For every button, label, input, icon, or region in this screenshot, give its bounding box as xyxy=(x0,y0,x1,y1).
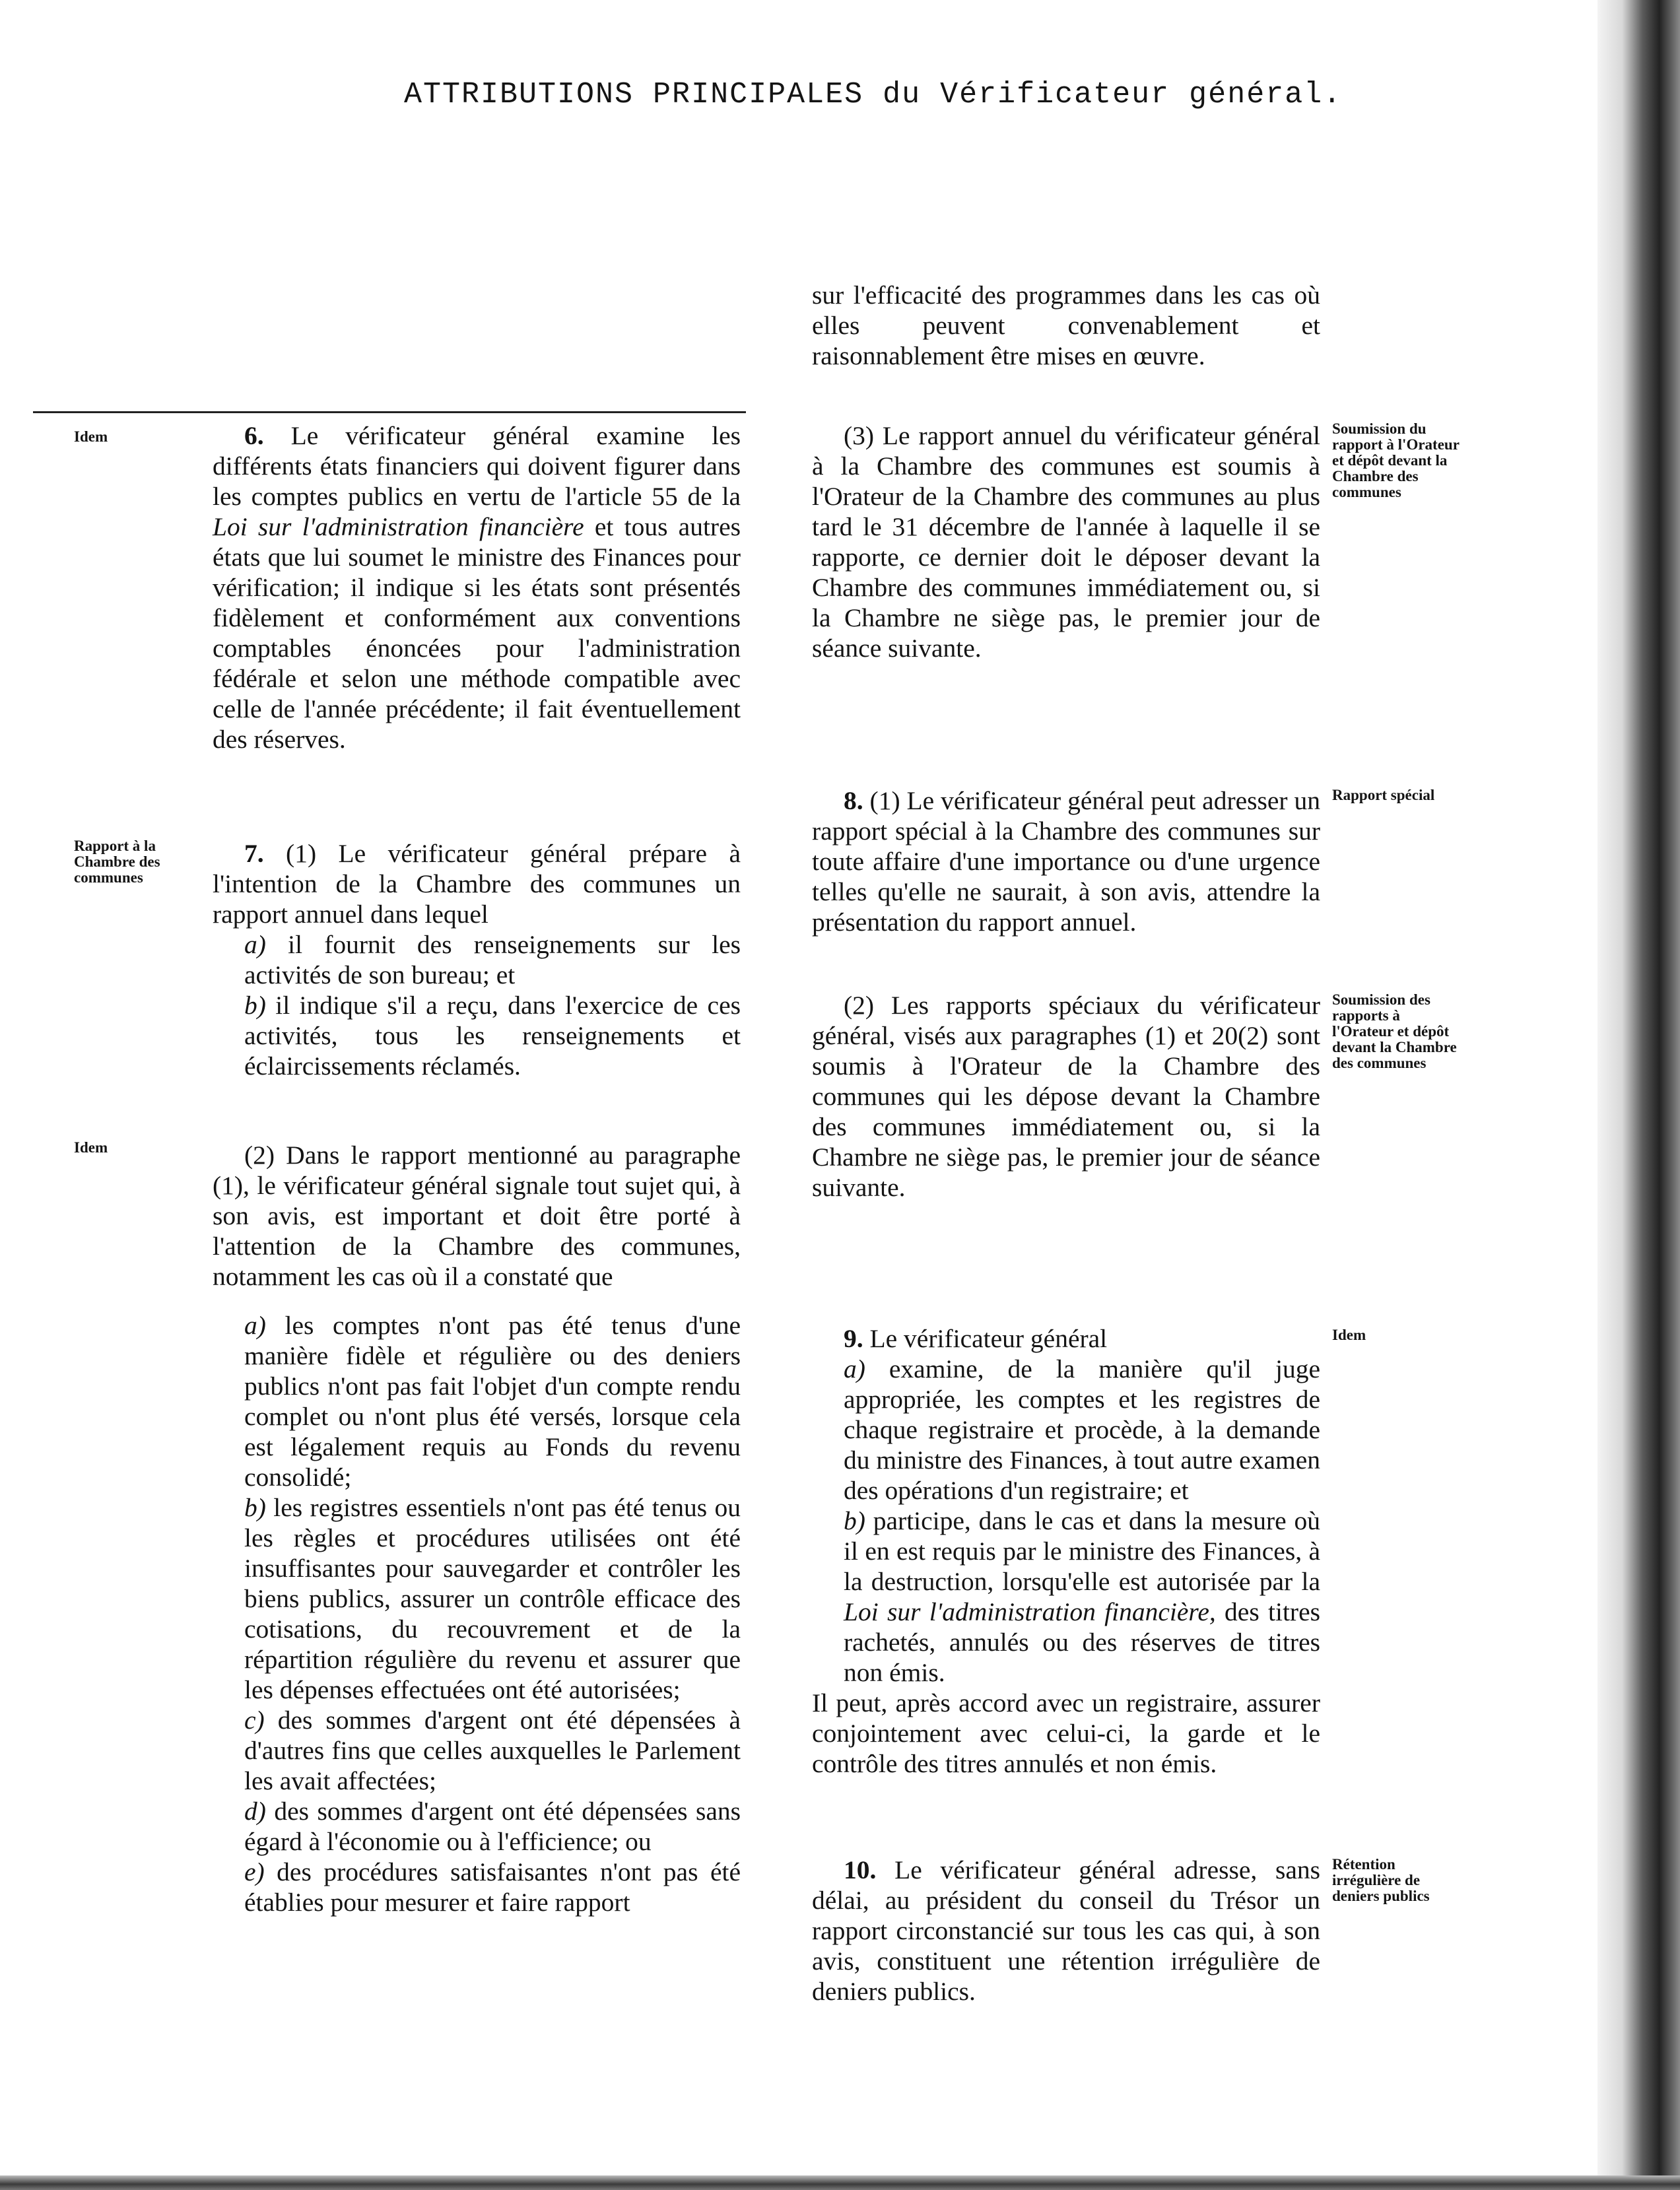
paragraph xyxy=(812,785,1320,937)
item-text: participe, dans le cas et dans la mesure où il en est requis par le ministre des Finances, à la destruction, lorsqu'elle est autorisée par la xyxy=(844,1506,1320,1596)
item-letter: a) xyxy=(844,1354,865,1383)
paragraph-text: (3) Le rapport annuel du vérificateur général à la Chambre des communes est soumis à l'Orateur de la Chambre des communes au plus tard le 31 décembre de l'année à laquelle il se rapporte, ce dernier doit le déposer devant la Chambre des communes immédiatement ou, si la Chambre ne siège pas, le premier jour de séance suivante. xyxy=(812,421,1320,663)
italic-reference: Loi sur l'administration financière xyxy=(213,512,584,541)
item-text: des sommes d'argent ont été dépensées à d'autres fins que celles auxquelles le Parlement les avait affectées; xyxy=(244,1706,741,1795)
paragraph-text: (2) Les rapports spéciaux du vérificateur général, visés aux paragraphes (1) et 20(2) sont soumis à l'Orateur de la Chambre des communes qui les dépose devant la Chambre des communes immédiatement ou, si la Chambre ne siège pas, le premier jour de séance suivante. xyxy=(812,991,1320,1202)
scan-edge-bottom xyxy=(0,2175,1680,2190)
margin-note-rapport-special: Rapport spécial xyxy=(1332,787,1435,803)
section-7-2 xyxy=(213,1140,741,1917)
section-number: 8. xyxy=(844,786,863,815)
paragraph-text: Il peut, après accord avec un registraire, assurer conjointement avec celui-ci, la garde et le contrôle des titres annulés et non émis. xyxy=(812,1688,1320,1778)
item-text: il fournit des renseignements sur les activités de son bureau; et xyxy=(244,930,741,989)
list-item xyxy=(812,1354,1320,1506)
page-header: ATTRIBUTIONS PRINCIPALES du Vérificateur général. xyxy=(404,78,1343,112)
paragraph-text: Le vérificateur général xyxy=(863,1324,1108,1353)
paragraph-text: Le vérificateur général examine les différents états financiers qui doivent figurer dans les comptes publics en vertu de l'article 55 de la xyxy=(213,421,741,511)
section-10 xyxy=(812,1855,1320,2007)
item-text: les comptes n'ont pas été tenus d'une manière fidèle et régulière ou des deniers publics n'ont pas fait l'objet d'un compte rendu complet ou n'ont plus été versés, lorsque cela est légalement requis au Fonds du revenu consolidé; xyxy=(244,1311,741,1492)
section-9 xyxy=(812,1323,1320,1779)
paragraph-text: (2) Dans le rapport mentionné au paragraphe (1), le vérificateur général signale tout sujet qui, à son avis, est important et doit être porté à l'attention de la Chambre des communes, notamment les cas où il a constaté que xyxy=(213,1141,741,1291)
section-8-2 xyxy=(812,990,1320,1203)
paragraph xyxy=(812,1688,1320,1779)
paragraph xyxy=(213,838,741,929)
section-7-1 xyxy=(213,838,741,1081)
item-letter: a) xyxy=(244,930,266,959)
section-8-1 xyxy=(812,785,1320,937)
margin-note-idem-7-2: Idem xyxy=(74,1139,108,1156)
section-number: 7. xyxy=(244,839,264,868)
item-text: les registres essentiels n'ont pas été tenus ou les règles et procédures utilisées ont été insuffisantes pour sauvegarder et contrôler les biens publics, assurer un contrôle efficace des cotisations, du recouvrement et de la répartition régulière du revenu et assurer que les dépenses effectuées ont été autorisées; xyxy=(244,1493,741,1704)
margin-note-idem-6: Idem xyxy=(74,428,108,445)
margin-note-rapport-chambre: Rapport à la Chambre des communes xyxy=(74,838,160,886)
paragraph-text: (1) Le vérificateur général prépare à l'intention de la Chambre des communes un rapport annuel dans lequel xyxy=(213,839,741,929)
scan-edge-right xyxy=(1597,0,1680,2190)
margin-note-retention: Rétention irrégulière de deniers publics xyxy=(1332,1856,1430,1904)
item-letter: c) xyxy=(244,1706,265,1735)
item-text: des titres rachetés, annulés ou des réserves de titres non émis. xyxy=(844,1597,1320,1687)
section-7-3 xyxy=(812,420,1320,663)
paragraph xyxy=(812,1855,1320,2007)
list-item xyxy=(213,1796,741,1857)
item-text: des procédures satisfaisantes n'ont pas été établies pour mesurer et faire rapport xyxy=(244,1857,741,1917)
section-divider xyxy=(33,411,746,413)
list-item xyxy=(213,1857,741,1917)
margin-note-idem-9: Idem xyxy=(1332,1327,1366,1343)
list-item xyxy=(812,1506,1320,1688)
item-letter: b) xyxy=(844,1506,865,1535)
list-item xyxy=(213,1705,741,1796)
margin-note-soumission-rapports: Soumission des rapports à l'Orateur et dépôt devant la Chambre des communes xyxy=(1332,991,1457,1071)
paragraph xyxy=(213,1140,741,1292)
section-number: 6. xyxy=(244,421,264,450)
section-6 xyxy=(213,420,741,754)
list-item xyxy=(213,990,741,1081)
item-text: des sommes d'argent ont été dépensées sans égard à l'économie ou à l'efficience; ou xyxy=(244,1797,741,1856)
item-letter: e) xyxy=(244,1857,265,1886)
item-text: examine, de la manière qu'il juge appropriée, les comptes et les registres de chaque registraire et procède, à la demande du ministre des Finances, à tout autre examen des opérations d'un registraire; et xyxy=(844,1354,1320,1505)
list-item xyxy=(213,1492,741,1705)
item-letter: a) xyxy=(244,1311,266,1340)
paragraph-text: sur l'efficacité des programmes dans les cas où elles peuvent convenablement et raisonnablement être mises en œuvre. xyxy=(812,281,1320,370)
item-letter: b) xyxy=(244,1493,266,1522)
section-number: 9. xyxy=(844,1324,863,1353)
paragraph-text: et tous autres états que lui soumet le ministre des Finances pour vérification; il indique si les états sont présentés fidèlement et conformément aux conventions comptables énoncées pour l'administration fédérale et selon une méthode compatible avec celle de l'année précédente; il fait éventuellement des réserves. xyxy=(213,512,741,754)
section-number: 10. xyxy=(844,1855,877,1884)
margin-note-soumission-rapport: Soumission du rapport à l'Orateur et dépôt devant la Chambre des communes xyxy=(1332,420,1460,500)
list-item xyxy=(213,929,741,990)
italic-reference: Loi sur l'administration financière, xyxy=(844,1597,1216,1626)
paragraph xyxy=(812,280,1320,371)
item-text: il indique s'il a reçu, dans l'exercice de ces activités, tous les renseignements et éclaircissements réclamés. xyxy=(244,991,741,1080)
paragraph xyxy=(213,420,741,754)
continuation-text xyxy=(812,280,1320,371)
list-item xyxy=(213,1310,741,1492)
item-letter: d) xyxy=(244,1797,266,1826)
paragraph xyxy=(812,1323,1320,1354)
paragraph xyxy=(812,420,1320,663)
item-letter: b) xyxy=(244,991,266,1020)
paragraph-text: (1) Le vérificateur général peut adresser un rapport spécial à la Chambre des communes sur toute affaire d'une importance ou d'une urgence telles qu'elle ne saurait, à son avis, attendre la présentation du rapport annuel. xyxy=(812,786,1320,937)
paragraph xyxy=(812,990,1320,1203)
paragraph-text: Le vérificateur général adresse, sans délai, au président du conseil du Trésor un rapport circonstancié sur tous les cas qui, à son avis, constituent une rétention irrégulière de deniers publics. xyxy=(812,1855,1320,2006)
